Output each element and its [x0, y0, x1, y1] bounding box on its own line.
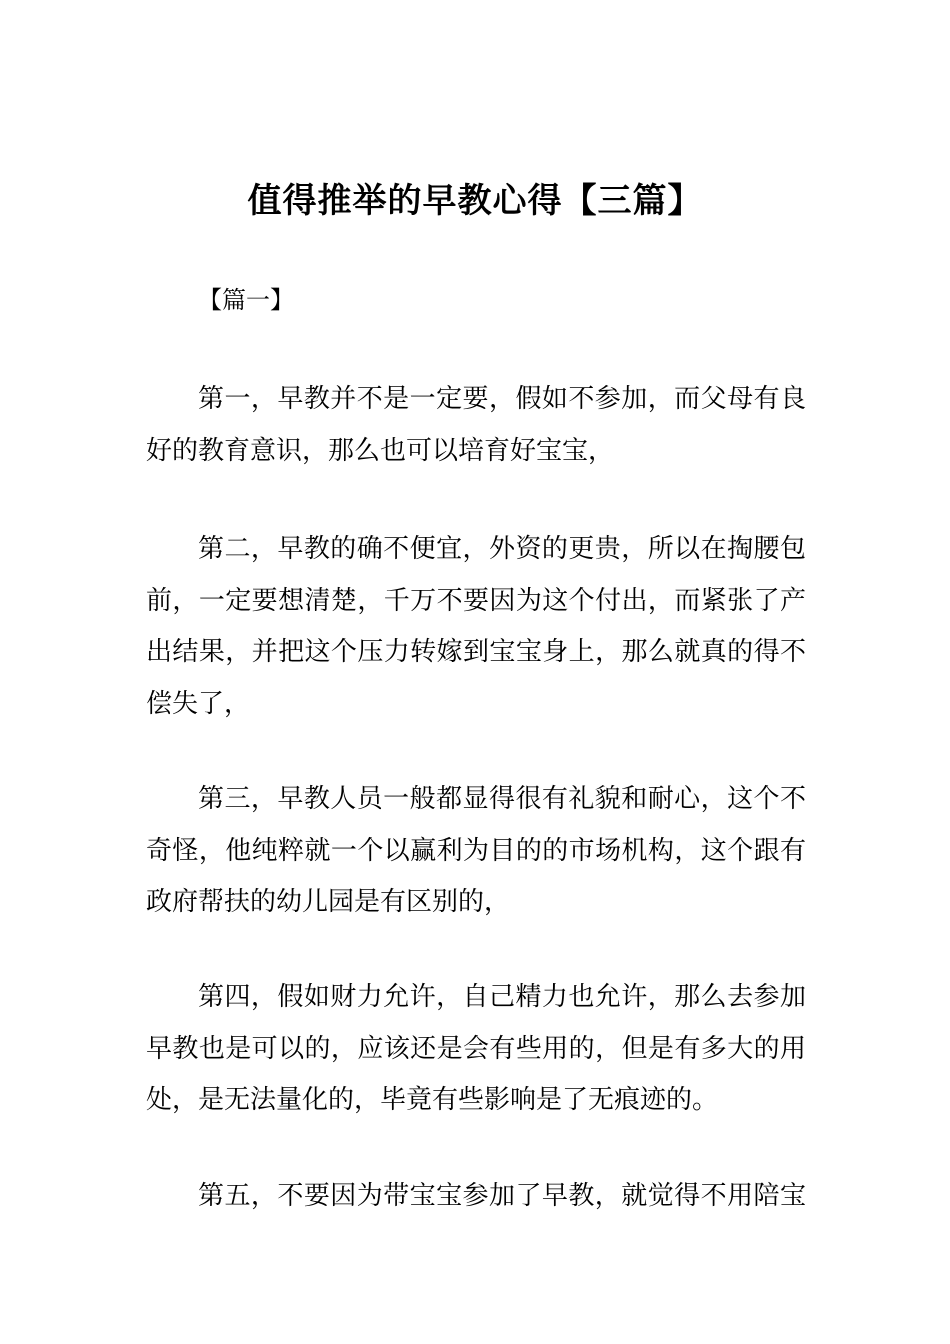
paragraph-line: 第一，早教并不是一定要，假如不参加，而父母有良	[198, 384, 806, 414]
paragraph-3	[146, 774, 806, 929]
paragraph-line: 好的教育意识，那么也可以培育好宝宝，	[146, 435, 615, 466]
paragraph-line: 出结果，并把这个压力转嫁到宝宝身上，那么就真的得不	[146, 637, 806, 667]
paragraph-line: 奇怪，他纯粹就一个以赢利为目的的市场机构，这个跟有	[146, 835, 806, 866]
paragraph-4	[146, 972, 806, 1127]
paragraph-line: 第三，早教人员一般都显得很有礼貌和耐心，这个不	[198, 784, 806, 814]
paragraph-1	[146, 374, 806, 477]
paragraph-line: 政府帮扶的幼儿园是有区别的，	[146, 887, 511, 917]
paragraph-line: 前，一定要想清楚，千万不要因为这个付出，而紧张了产	[146, 585, 806, 616]
paragraph-line: 偿失了，	[146, 688, 251, 719]
paragraph-line: 处，是无法量化的，毕竟有些影响是了无痕迹的。	[146, 1085, 719, 1115]
section-heading: 【篇一】	[198, 286, 294, 314]
paragraph-line: 第五，不要因为带宝宝参加了早教，就觉得不用陪宝	[198, 1181, 806, 1211]
paragraph-line: 第二，早教的确不便宜，外资的更贵，所以在掏腰包	[198, 534, 806, 564]
paragraph-2	[146, 524, 806, 730]
document-title: 值得推举的早教心得【三篇】	[247, 181, 703, 221]
paragraph-line: 第四，假如财力允许，自己精力也允许，那么去参加	[198, 982, 806, 1012]
paragraph-line: 早教也是可以的，应该还是会有些用的，但是有多大的用	[146, 1033, 806, 1064]
paragraph-5	[146, 1171, 806, 1223]
